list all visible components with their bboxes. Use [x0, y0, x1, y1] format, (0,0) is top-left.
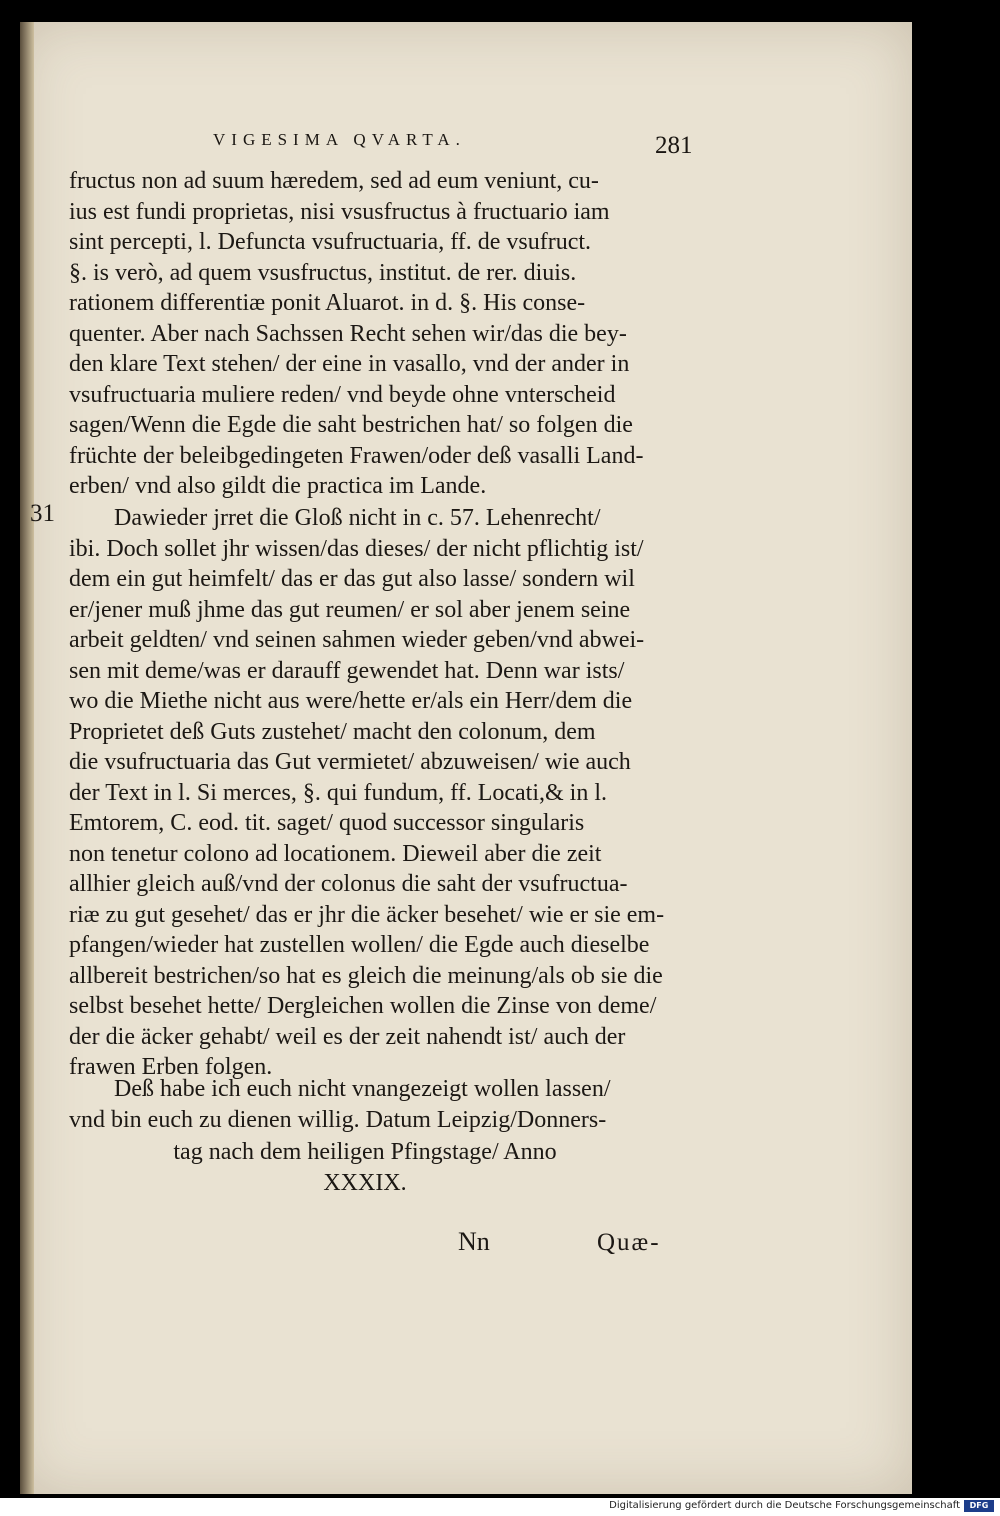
signature-mark: Nn — [458, 1227, 490, 1256]
margin-number: 31 — [30, 500, 55, 527]
text-line: sagen/Wenn die Egde die saht bestrichen hat/ so folgen die — [69, 412, 633, 438]
page-number: 281 — [655, 132, 693, 159]
text-line: sen mit deme/was er darauff gewendet hat. Denn war ists/ — [69, 657, 625, 684]
credit-text: Digitalisierung gefördert durch die Deutsche Forschungsgemeinschaft — [609, 1500, 960, 1511]
text-line: arbeit geldten/ vnd seinen sahmen wieder geben/vnd abwei- — [69, 627, 645, 653]
text-line: rationem differentiæ ponit Aluarot. in d. §. His conse- — [69, 290, 586, 316]
text-line: XXXIX. — [323, 1169, 407, 1196]
text-line: allbereit bestrichen/so hat es gleich die meinung/als ob sie die — [69, 962, 663, 989]
text-line: ius est fundi proprietas, nisi vsusfructus à fructuario iam — [69, 198, 610, 225]
text-line: früchte der beleibgedingeten Frawen/oder deß vasalli Land- — [69, 442, 644, 469]
text-line: ibi. Doch sollet jhr wissen/das dieses/ der nicht pflichtig ist/ — [69, 535, 644, 562]
text-line: vsufructuaria muliere reden/ vnd beyde ohne vnterscheid — [69, 381, 616, 408]
text-line: Deß habe ich euch nicht vnangezeigt wollen lassen/ — [114, 1076, 611, 1102]
scan-border — [915, 22, 1000, 1494]
text-line: allhier gleich auß/vnd der colonus die saht der vsufructua- — [69, 871, 628, 897]
text-line: quenter. Aber nach Sachssen Recht sehen wir/das die bey- — [69, 320, 627, 347]
text-line: tag nach dem heiligen Pfingstage/ Anno — [173, 1139, 557, 1165]
text-line: sint percepti, l. Defuncta vsufructuaria, ff. de vsufruct. — [69, 229, 592, 255]
text-line: Emtorem, C. eod. tit. saget/ quod successor singularis — [69, 810, 585, 836]
text-line: er/jener muß jhme das gut reumen/ er sol aber jenem seine — [69, 596, 631, 623]
catchword: Quæ- — [597, 1229, 661, 1256]
page-gutter — [20, 22, 34, 1494]
text-line: wo die Miethe nicht aus were/hette er/als ein Herr/dem die — [69, 688, 633, 714]
text-line: §. is verò, ad quem vsusfructus, institut. de rer. diuis. — [69, 259, 577, 286]
text-line: der die äcker gehabt/ weil es der zeit nahendt ist/ auch der — [69, 1023, 626, 1050]
text-line: vnd bin euch zu dienen willig. Datum Leipzig/Donners- — [69, 1106, 607, 1133]
text-line: frawen Erben folgen. — [69, 1054, 273, 1080]
text-line: selbst besehet hette/ Dergleichen wollen die Zinse von deme/ — [69, 993, 657, 1019]
text-line: riæ zu gut gesehet/ das er jhr die äcker besehet/ wie er sie em- — [69, 901, 665, 928]
text-line: fructus non ad suum hæredem, sed ad eum veniunt, cu- — [69, 168, 599, 194]
text-line: dem ein gut heimfelt/ das er das gut also lasse/ sondern wil — [69, 566, 635, 592]
text-line: Dawieder jrret die Gloß nicht in c. 57. Lehenrecht/ — [114, 505, 601, 531]
text-line: der Text in l. Si merces, §. qui fundum, ff. Locati,& in l. — [69, 779, 608, 806]
text-line: die vsufructuaria das Gut vermietet/ abzuweisen/ wie auch — [69, 749, 631, 775]
dfg-logo: DFG — [964, 1500, 994, 1512]
running-head: VIGESIMA QVARTA. — [213, 130, 466, 149]
text-line: erben/ vnd also gildt die practica im Lande. — [69, 473, 487, 499]
text-line: pfangen/wieder hat zustellen wollen/ die Egde auch dieselbe — [69, 932, 650, 958]
text-line: Proprietet deß Guts zustehet/ macht den colonum, dem — [69, 718, 596, 745]
text-line: non tenetur colono ad locationem. Dieweil aber die zeit — [69, 840, 602, 867]
text-line: den klare Text stehen/ der eine in vasallo, vnd der ander in — [69, 351, 630, 377]
